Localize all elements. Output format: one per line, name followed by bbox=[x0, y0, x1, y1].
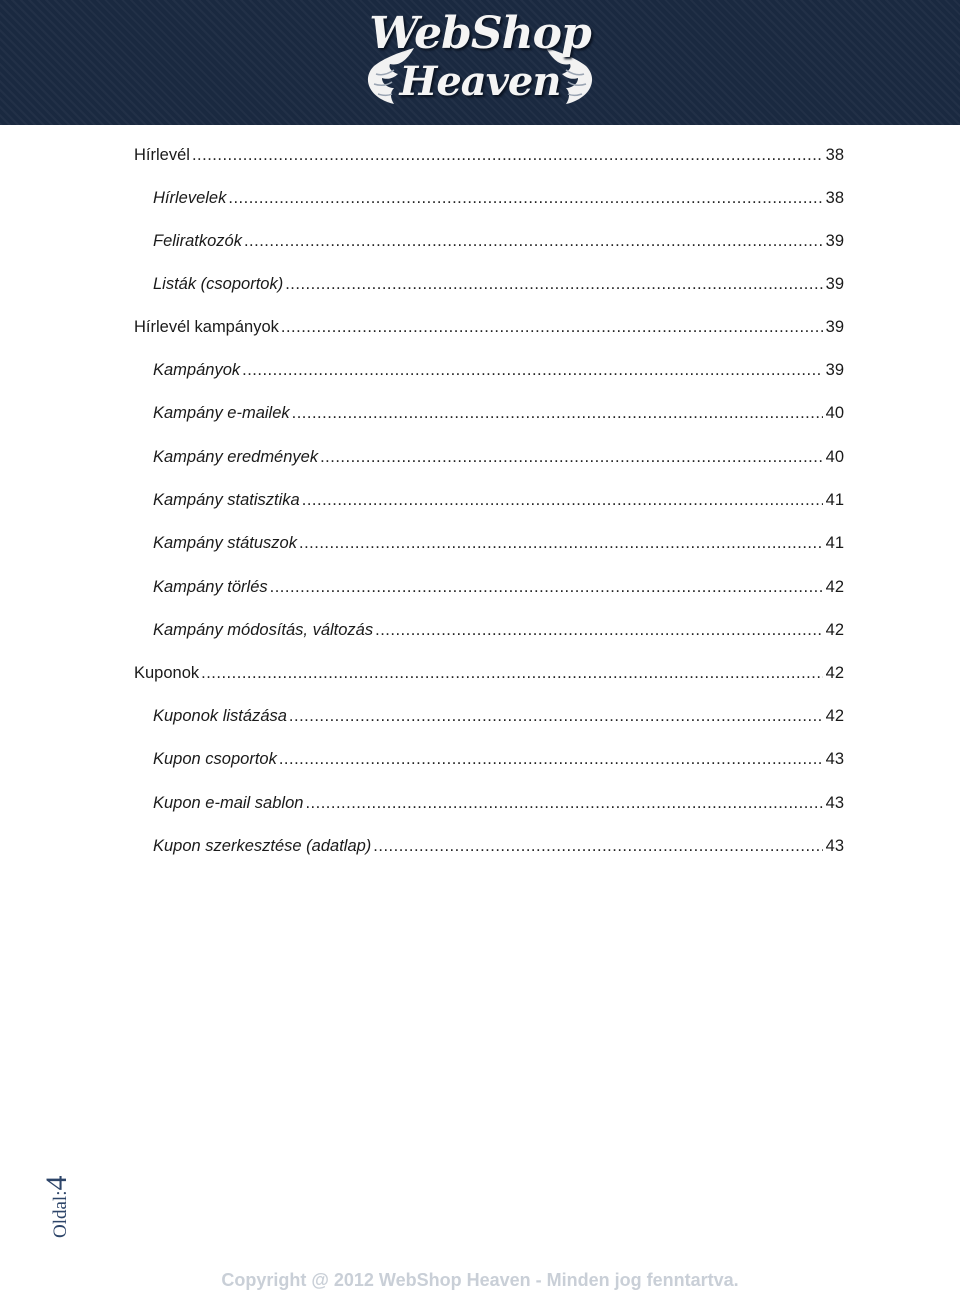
toc-entry-title: Kupon csoportok bbox=[153, 750, 277, 768]
toc-entry[interactable] bbox=[153, 534, 844, 564]
toc-entry[interactable] bbox=[153, 189, 844, 219]
footer-copyright: Copyright @ 2012 WebShop Heaven - Minden jog fenntartva. bbox=[221, 1270, 739, 1290]
toc-entry-page: 41 bbox=[825, 534, 844, 552]
toc-leader-dots bbox=[285, 275, 822, 294]
toc-leader-dots bbox=[289, 707, 823, 726]
toc-leader-dots bbox=[305, 794, 822, 813]
toc-entry-title: Feliratkozók bbox=[153, 232, 242, 250]
toc-entry[interactable] bbox=[134, 146, 844, 176]
toc-entry-title: Listák (csoportok) bbox=[153, 275, 284, 293]
header-banner bbox=[0, 0, 960, 125]
toc-entry-page: 40 bbox=[825, 448, 844, 466]
toc-entry-title: Kupon szerkesztése (adatlap) bbox=[153, 837, 372, 855]
toc-leader-dots bbox=[279, 750, 823, 769]
toc-entry-title: Kampány státuszok bbox=[153, 534, 297, 552]
toc-entry-title: Kampány eredmények bbox=[153, 448, 319, 466]
toc-entry[interactable] bbox=[153, 837, 844, 867]
toc-entry-page: 39 bbox=[825, 361, 844, 379]
toc-entry[interactable] bbox=[134, 318, 844, 348]
toc-entry[interactable] bbox=[153, 361, 844, 391]
toc-entry-page: 42 bbox=[825, 621, 844, 639]
toc-entry-title: Kampányok bbox=[153, 361, 241, 379]
toc-entry-title: Kuponok listázása bbox=[153, 707, 287, 725]
toc-entry[interactable] bbox=[153, 404, 844, 434]
toc-entry-page: 38 bbox=[825, 189, 844, 207]
webshop-heaven-logo bbox=[360, 6, 600, 116]
toc-entry-page: 43 bbox=[825, 750, 844, 768]
toc-entry-title: Kampány módosítás, változás bbox=[153, 621, 374, 639]
toc-entry-title: Kuponok bbox=[134, 664, 200, 682]
toc-leader-dots bbox=[270, 578, 823, 597]
toc-entry-title: Hírlevelek bbox=[153, 189, 227, 207]
toc-leader-dots bbox=[375, 621, 823, 640]
toc-entry-title: Kampány törlés bbox=[153, 578, 268, 596]
toc-entry[interactable] bbox=[153, 491, 844, 521]
page-number-label bbox=[40, 1176, 74, 1239]
toc-entry-page: 38 bbox=[825, 146, 844, 164]
toc-entry-title: Hírlevél kampányok bbox=[134, 318, 279, 336]
toc-leader-dots bbox=[302, 491, 823, 510]
toc-entry-page: 42 bbox=[825, 707, 844, 725]
toc-entry[interactable] bbox=[153, 448, 844, 478]
toc-entry-page: 39 bbox=[825, 318, 844, 336]
toc-entry[interactable] bbox=[153, 232, 844, 262]
toc-entry-title: Kupon e-mail sablon bbox=[153, 794, 304, 812]
toc-entry-title: Kampány e-mailek bbox=[153, 404, 290, 422]
toc-entry-page: 41 bbox=[825, 491, 844, 509]
toc-leader-dots bbox=[201, 664, 823, 683]
toc-entry[interactable] bbox=[134, 664, 844, 694]
toc-entry-page: 42 bbox=[825, 664, 844, 682]
toc-entry[interactable] bbox=[153, 750, 844, 780]
toc-entry-page: 39 bbox=[825, 232, 844, 250]
toc-entry[interactable] bbox=[153, 621, 844, 651]
toc-entry-page: 40 bbox=[825, 404, 844, 422]
toc-entry-title: Kampány statisztika bbox=[153, 491, 300, 509]
toc-entry-title: Hírlevél bbox=[134, 146, 190, 164]
toc-leader-dots bbox=[373, 837, 822, 856]
toc-leader-dots bbox=[320, 448, 823, 467]
toc-leader-dots bbox=[228, 189, 822, 208]
toc-entry-page: 43 bbox=[825, 837, 844, 855]
logo-text-webshop: WebShop bbox=[369, 8, 591, 59]
toc-entry[interactable] bbox=[153, 275, 844, 305]
toc-entry-page: 39 bbox=[825, 275, 844, 293]
page-label-text: Oldal: bbox=[50, 1190, 71, 1238]
toc-leader-dots bbox=[242, 361, 823, 380]
logo-text-heaven: Heaven bbox=[399, 58, 561, 105]
toc-leader-dots bbox=[244, 232, 823, 251]
toc-leader-dots bbox=[299, 534, 823, 553]
toc-entry[interactable] bbox=[153, 578, 844, 608]
toc-entry[interactable] bbox=[153, 707, 844, 737]
toc-leader-dots bbox=[281, 318, 823, 337]
toc-entry[interactable] bbox=[153, 794, 844, 824]
toc-entry-page: 42 bbox=[825, 578, 844, 596]
toc-leader-dots bbox=[192, 146, 823, 165]
page-number: 4 bbox=[40, 1175, 73, 1191]
toc-entry-page: 43 bbox=[825, 794, 844, 812]
toc-leader-dots bbox=[292, 404, 823, 423]
